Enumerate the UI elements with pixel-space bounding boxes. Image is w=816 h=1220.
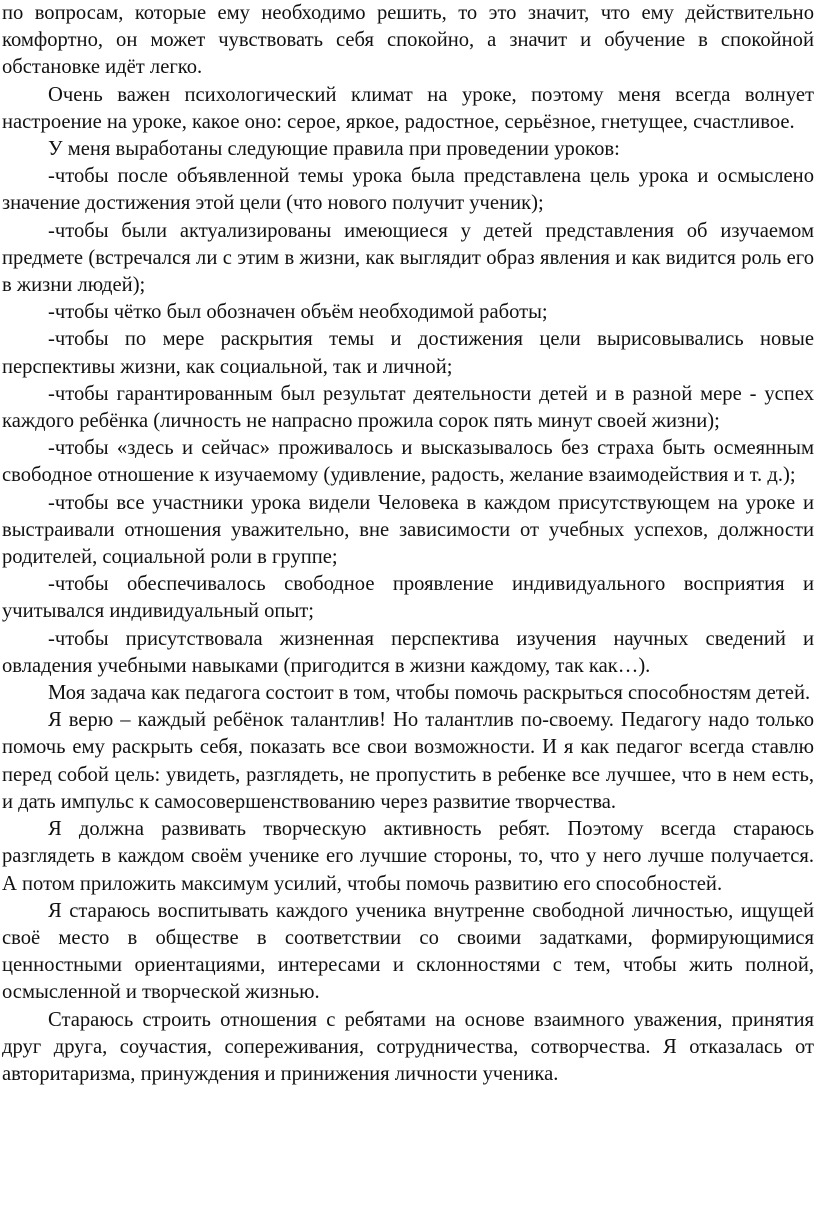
paragraph-climate: Очень важен психологический климат на уроке, поэтому меня всегда волнует настроение на уроке, какое оно: серое, яркое, радостное, серьёзное, гнетущее, счастливое. bbox=[2, 83, 814, 133]
paragraph-free-personality: Я стараюсь воспитывать каждого ученика внутренне свободной личностью, ищущей своё место в обществе в соответствии со своими задатками, формирующимися ценностными ориентациями, интересами и склонностями с тем, чтобы жить полной, осмысленной и творческой жизнью. bbox=[2, 899, 814, 1004]
rule-item-result: -чтобы гарантированным был результат деятельности детей и в разной мере - успех каждого ребёнка (личность не напрасно прожила сорок пять минут своей жизни); bbox=[2, 382, 814, 433]
rule-item-life-perspective: -чтобы присутствовала жизненная перспектива изучения научных сведений и овладения учебными навыками (пригодится в жизни каждому, так как…). bbox=[2, 627, 814, 677]
paragraph-teacher-task: Моя задача как педагога состоит в том, чтобы помочь раскрыться способностям детей. bbox=[48, 682, 811, 705]
rule-item-perspectives: -чтобы по мере раскрытия темы и достижения цели вырисовывались новые перспективы жизни, как социальной, так и личной; bbox=[2, 328, 814, 378]
paragraph-continuation: по вопросам, которые ему необходимо решить, то это значит, что ему действительно комфортно, он может чувствовать себя спокойно, а значит и обучение в спокойной обстановке идёт легко. bbox=[2, 2, 814, 79]
rule-item-workload: -чтобы чётко был обозначен объём необходимой работы; bbox=[48, 301, 548, 324]
rule-item-actualization: -чтобы были актуализированы имеющиеся у детей представления об изучаемом предмете (встречался ли с этим в жизни, как выглядит образ явления и как видится роль его в жизни людей); bbox=[2, 219, 814, 297]
rule-item-goal: -чтобы после объявленной темы урока была представлена цель урока и осмыслено значение достижения этой цели (что нового получит ученик); bbox=[2, 165, 814, 215]
paragraph-creative-activity: Я должна развивать творческую активность ребят. Поэтому всегда стараюсь разглядеть в каждом своём ученике его лучшие стороны, то, что у него лучше получается. А потом приложить максимум усилий, чтобы помочь развитию его способностей. bbox=[2, 818, 814, 895]
rule-item-here-and-now: -чтобы «здесь и сейчас» проживалось и высказывалось без страха быть осмеянным свободное отношение к изучаемому (удивление, радость, желание взаимодействия и т. д.); bbox=[2, 437, 814, 487]
rule-item-respect: -чтобы все участники урока видели Человека в каждом присутствующем на уроке и выстраивали отношения уважительно, вне зависимости от учебных успехов, должности родителей, социальной роли в группе; bbox=[2, 491, 814, 569]
paragraph-every-child-talented: Я верю – каждый ребёнок талантлив! Но талантлив по-своему. Педагогу надо только помочь ему раскрыть себя, показать все свои возможности. И я как педагог всегда ставлю перед собой цель: увидеть, разглядеть, не пропустить в ребенке все лучшее, что в нем есть, и дать импульс к самосовершенствованию через развитие творчества. bbox=[2, 709, 814, 813]
rule-item-individual-perception: -чтобы обеспечивалось свободное проявление индивидуального восприятия и учитывался индивидуальный опыт; bbox=[2, 573, 814, 623]
paragraph-relationships: Стараюсь строить отношения с ребятами на основе взаимного уважения, принятия друг друга, соучастия, сопереживания, сотрудничества, сотворчества. Я отказалась от авторитаризма, принуждения и принижения личности ученика. bbox=[2, 1008, 814, 1085]
paragraph-rules-intro: У меня выработаны следующие правила при проведении уроков: bbox=[48, 138, 620, 161]
